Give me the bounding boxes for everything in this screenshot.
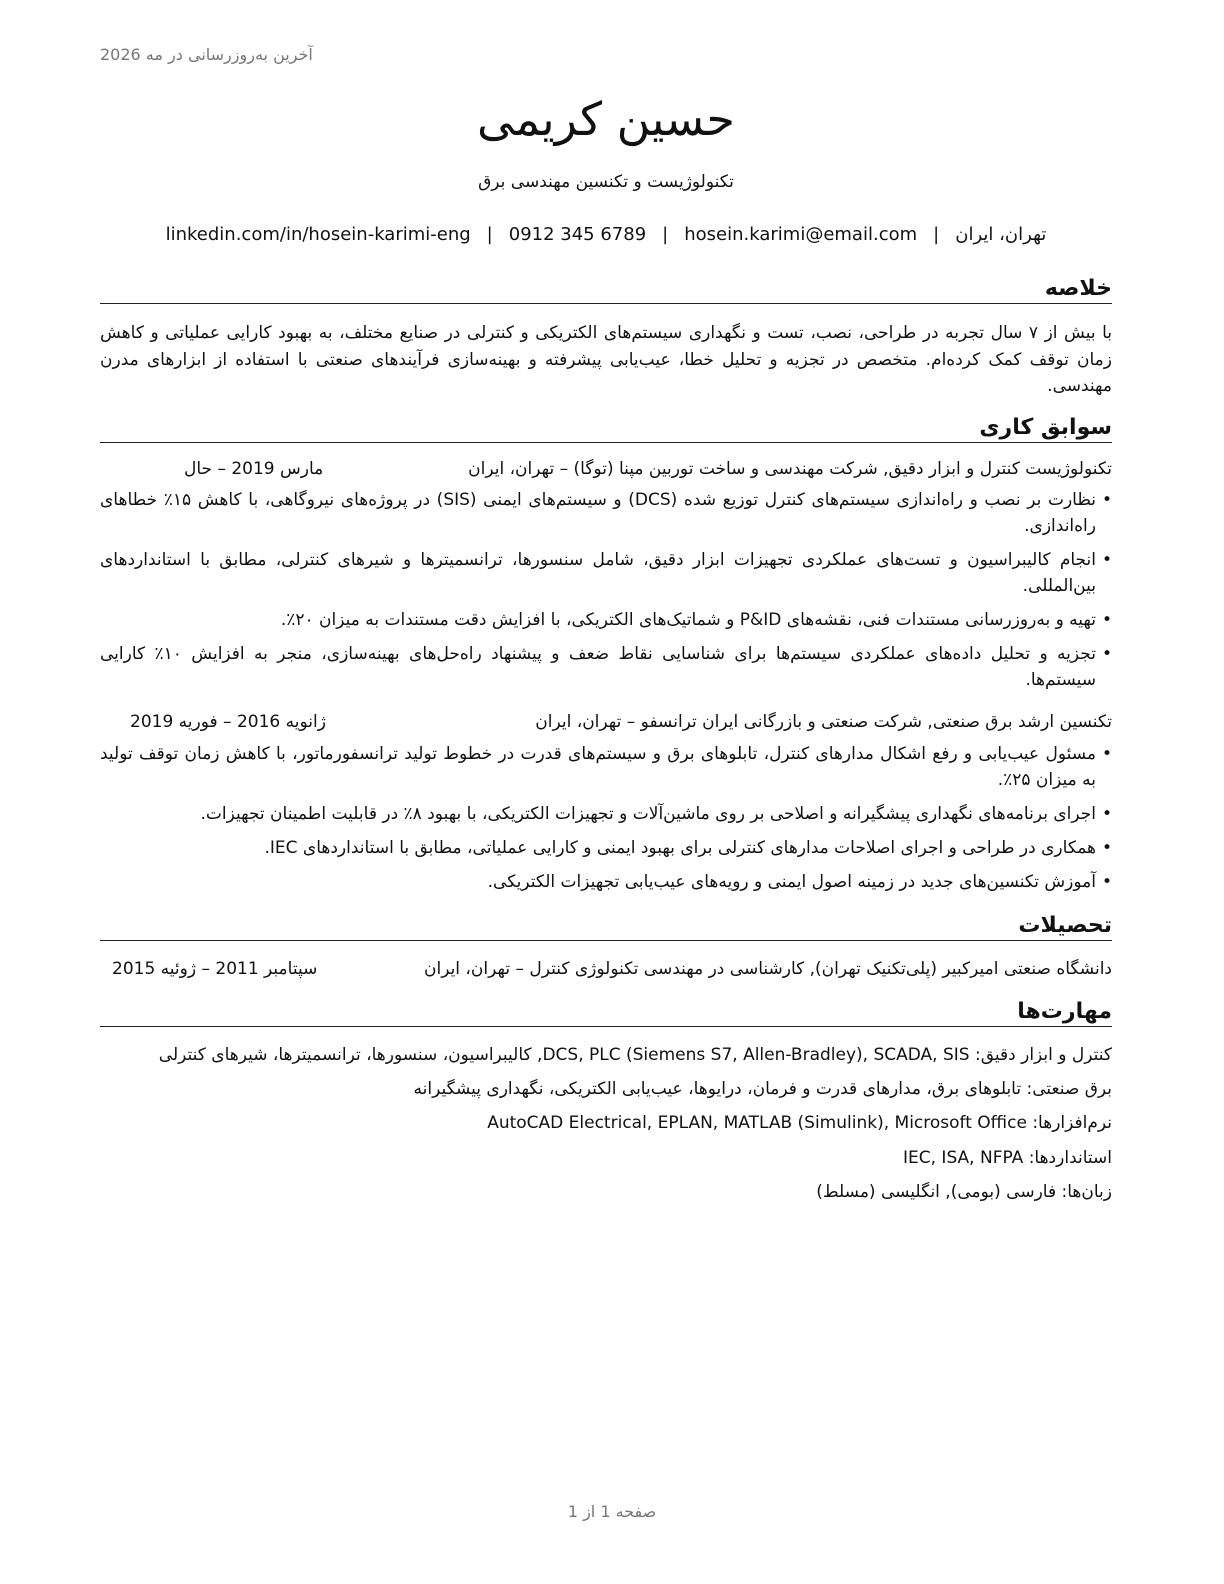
contact-separator: | [486, 224, 493, 245]
contact-separator: | [662, 224, 669, 245]
job-bullet-list [100, 487, 1112, 701]
summary-heading: خلاصه [100, 276, 1112, 304]
job-title: تکنسین ارشد برق صنعتی, شرکت صنعتی و بازرگانی ایران ترانسفو – تهران، ایران [535, 712, 1112, 732]
summary-text: با بیش از ۷ سال تجربه در طراحی، نصب، تست و نگهداری سیستم‌های الکتریکی و کنترلی در صنایع مختلف، به بهبود کارایی عملیاتی و کاهش زمان توقف کمک کرده‌ام. متخصص در تجزیه و تحلیل خطا، عیب‌یابی پیشرفته و بهینه‌سازی فرآیندهای صنعتی با استفاده از ابزارهای مدرن مهندسی. [100, 323, 1113, 396]
job-title: تکنولوژیست کنترل و ابزار دقیق, شرکت مهندسی و ساخت توربین مپنا (توگا) – تهران، ایران [468, 459, 1112, 479]
job-bullet-list [100, 741, 1112, 903]
job-bullet: • تهیه و به‌روزرسانی مستندات فنی، نقشه‌های P&ID و شماتیک‌های الکتریکی، با افزایش دقت مستندات به میزان ۲۰٪. [100, 607, 1112, 633]
skill-value: IEC, ISA, NFPA [903, 1148, 1024, 1168]
skill-value: DCS, PLC (Siemens S7, Allen-Bradley), SCADA, SIS, کالیبراسیون، سنسورها، ترانسمیترها، شیرهای کنترلی [158, 1045, 970, 1065]
education-date: سپتامبر 2011 – ژوئیه 2015 [112, 959, 318, 979]
job-bullet: • نظارت بر نصب و راه‌اندازی سیستم‌های کنترل توزیع شده (DCS) و سیستم‌های ایمنی (SIS) در پروژه‌های نیروگاهی، با کاهش ۱۵٪ خطاهای راه‌اندازی. [100, 487, 1112, 539]
job-date: مارس 2019 – حال [184, 459, 324, 479]
skill-value: فارسی (بومی), انگلیسی (مسلط) [816, 1182, 1057, 1202]
skills-heading: مهارت‌ها [100, 999, 1112, 1027]
education-title: دانشگاه صنعتی امیرکبیر (پلی‌تکنیک تهران), کارشناسی در مهندسی تکنولوژی کنترل – تهران، ایران [423, 959, 1112, 979]
skill-label: زبان‌ها: [1061, 1182, 1112, 1202]
skill-label: کنترل و ابزار دقیق: [974, 1045, 1112, 1065]
job-bullet: • آموزش تکنسین‌های جدید در زمینه اصول ایمنی و رویه‌های عیب‌یابی تجهیزات الکتریکی. [100, 869, 1112, 895]
skill-line [100, 1113, 1112, 1133]
job-bullet: • تجزیه و تحلیل داده‌های عملکردی سیستم‌ها برای شناسایی نقاط ضعف و پیشنهاد راه‌حل‌های بهینه‌سازی، منجر به افزایش ۱۰٪ کارایی سیستم‌ها. [100, 641, 1112, 693]
job-header [100, 459, 1112, 485]
skill-line [100, 1079, 1112, 1099]
education-heading: تحصیلات [100, 913, 1112, 941]
contact-location: تهران، ایران [955, 224, 1047, 245]
education-entry [100, 959, 1112, 985]
contact-email[interactable]: hosein.karimi@email.com [684, 224, 918, 245]
contact-linkedin[interactable]: linkedin.com/in/hosein-karimi-eng [165, 224, 471, 245]
contact-separator: | [933, 224, 940, 245]
skill-line [100, 1148, 1112, 1168]
job-header [100, 712, 1112, 738]
skill-line [100, 1045, 1112, 1065]
skill-label: استانداردها: [1028, 1148, 1112, 1168]
job-date: ژانویه 2016 – فوریه 2019 [130, 712, 326, 732]
last-updated-note: آخرین به‌روزرسانی در مه 2026 [100, 45, 313, 64]
skill-value: تابلوهای برق، مدارهای قدرت و فرمان، درایوها، عیب‌یابی الکتریکی، نگهداری پیشگیرانه [413, 1079, 1022, 1099]
experience-heading: سوابق کاری [100, 415, 1112, 443]
skill-label: برق صنعتی: [1026, 1079, 1112, 1099]
skill-value: AutoCAD Electrical, EPLAN, MATLAB (Simulink), Microsoft Office [487, 1113, 1027, 1133]
job-bullet: • مسئول عیب‌یابی و رفع اشکال مدارهای کنترل، تابلوهای برق و سیستم‌های قدرت در خطوط تولید ترانسفورماتور، با کاهش زمان توقف تولید به میزان ۲۵٪. [100, 741, 1112, 793]
candidate-subtitle: تکنولوژیست و تکنسین مهندسی برق [478, 172, 734, 192]
job-bullet: • اجرای برنامه‌های نگهداری پیشگیرانه و اصلاحی بر روی ماشین‌آلات و تجهیزات الکتریکی، با بهبود ۸٪ در قابلیت اطمینان تجهیزات. [100, 801, 1112, 827]
contact-phone: 0912 345 6789 [508, 224, 647, 245]
contact-line [100, 224, 1112, 245]
candidate-name: حسین کریمی [476, 92, 735, 146]
job-bullet: • انجام کالیبراسیون و تست‌های عملکردی تجهیزات ابزار دقیق، شامل سنسورها، ترانسمیترها و شیرهای کنترلی، مطابق با استانداردهای بین‌المللی. [100, 547, 1112, 599]
skill-line [100, 1182, 1112, 1202]
page-number: صفحه 1 از 1 [567, 1502, 657, 1521]
job-bullet: • همکاری در طراحی و اجرای اصلاحات مدارهای کنترلی برای بهبود ایمنی و کارایی عملیاتی، مطابق با استانداردهای IEC. [100, 835, 1112, 861]
skill-label: نرم‌افزارها: [1032, 1113, 1112, 1133]
